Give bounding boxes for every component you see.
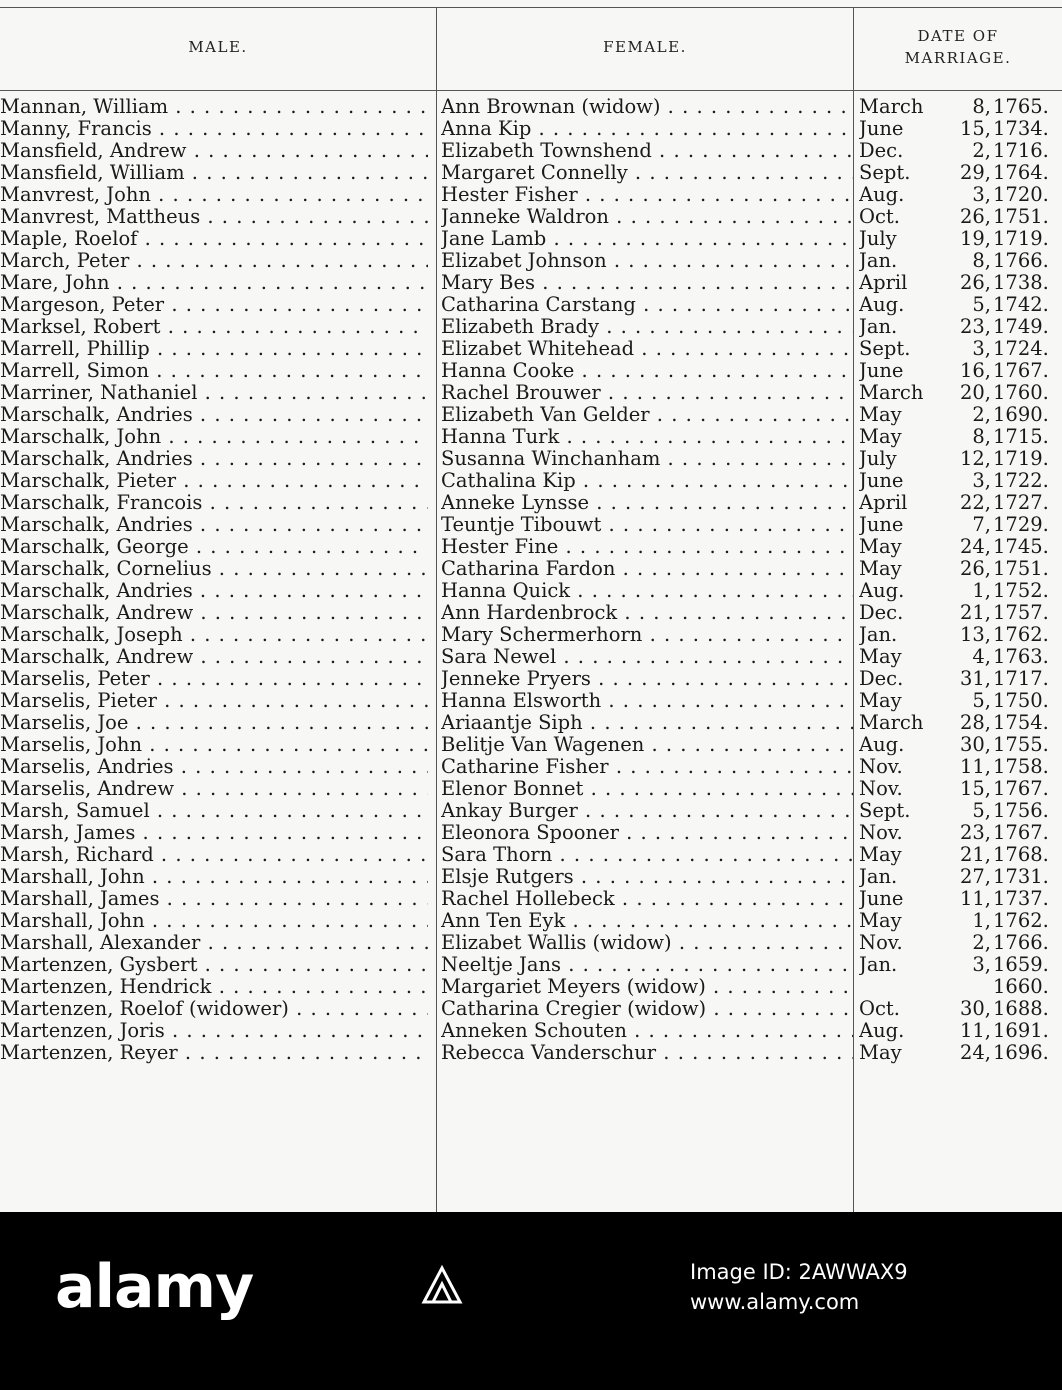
marriage-year: 1688. <box>993 998 1049 1020</box>
table-row <box>0 492 1062 514</box>
marriage-month: May <box>859 536 902 558</box>
marriage-day: 29, <box>959 162 991 184</box>
marriage-year: 1767. <box>993 778 1049 800</box>
male-name: Martenzen, Hendrick . . . <box>0 976 428 998</box>
table-row <box>0 558 1062 580</box>
female-name: Hanna Elsworth . . . <box>441 690 853 712</box>
table-row <box>0 624 1062 646</box>
marriage-year: 1715. <box>993 426 1049 448</box>
marriage-day: 30, <box>959 998 991 1020</box>
male-name: Marselis, Pieter . . . <box>0 690 428 712</box>
marriage-month: May <box>859 910 902 932</box>
female-name: Hanna Cooke . . . <box>441 360 853 382</box>
table-row <box>0 118 1062 140</box>
marriage-day: 5, <box>972 690 991 712</box>
marriage-day: 3, <box>972 338 991 360</box>
header-date-line1: DATE OF <box>917 27 999 45</box>
table-row <box>0 712 1062 734</box>
marriage-month: May <box>859 426 902 448</box>
table-row <box>0 800 1062 822</box>
table-row <box>0 448 1062 470</box>
male-name: Marsh, James . . . <box>0 822 428 844</box>
male-name: Marselis, Andries . . . <box>0 756 428 778</box>
marriage-year: 1691. <box>993 1020 1049 1042</box>
marriage-day: 5, <box>972 800 991 822</box>
marriage-year: 1765. <box>993 96 1049 118</box>
marriage-day: 15, <box>959 118 991 140</box>
marriage-year: 1716. <box>993 140 1049 162</box>
male-name: Marschalk, Andries . . . <box>0 448 428 470</box>
marriage-month <box>859 976 929 998</box>
marriage-year: 1727. <box>993 492 1049 514</box>
marriage-month: June <box>859 360 904 382</box>
female-name: Elsje Rutgers . . . <box>441 866 853 888</box>
marriage-year: 1764. <box>993 162 1049 184</box>
female-name: Ann Ten Eyk . . . <box>441 910 853 932</box>
female-name: Elizabet Johnson . . . <box>441 250 853 272</box>
table-row <box>0 910 1062 932</box>
female-name: Hanna Quick . . . <box>441 580 853 602</box>
marriage-day: 8, <box>972 426 991 448</box>
marriage-year: 1722. <box>993 470 1049 492</box>
marriage-year: 1734. <box>993 118 1049 140</box>
male-name: Marschalk, Cornelius . . . <box>0 558 428 580</box>
marriage-records <box>0 96 1062 1064</box>
male-name: Marselis, Joe . . . <box>0 712 428 734</box>
table-row <box>0 294 1062 316</box>
marriage-year: 1766. <box>993 932 1049 954</box>
marriage-day: 23, <box>959 316 991 338</box>
table-row <box>0 1042 1062 1064</box>
marriage-day: 31, <box>959 668 991 690</box>
male-name: Marschalk, Andries . . . <box>0 404 428 426</box>
marriage-month: March <box>859 712 924 734</box>
marriage-year: 1751. <box>993 206 1049 228</box>
marriage-year: 1659. <box>993 954 1049 976</box>
marriage-year: 1762. <box>993 910 1049 932</box>
marriage-month: June <box>859 470 904 492</box>
marriage-year: 1690. <box>993 404 1049 426</box>
marriage-year: 1696. <box>993 1042 1049 1064</box>
female-name: Hanna Turk . . . <box>441 426 853 448</box>
alamy-logo-icon <box>420 1262 464 1306</box>
marriage-month: Jan. <box>859 624 898 646</box>
marriage-month: Oct. <box>859 998 900 1020</box>
male-name: Manvrest, John . . . <box>0 184 428 206</box>
table-row <box>0 426 1062 448</box>
table-row <box>0 932 1062 954</box>
marriage-day: 15, <box>959 778 991 800</box>
marriage-month: Sept. <box>859 338 911 360</box>
table-row <box>0 668 1062 690</box>
marriage-day: 21, <box>959 844 991 866</box>
female-name: Teuntje Tibouwt . . . <box>441 514 853 536</box>
table-row <box>0 206 1062 228</box>
male-name: Marrell, Phillip . . . <box>0 338 428 360</box>
marriage-month: Sept. <box>859 800 911 822</box>
marriage-year: 1755. <box>993 734 1049 756</box>
marriage-month: Dec. <box>859 140 904 162</box>
table-row <box>0 338 1062 360</box>
header-male: MALE. <box>188 38 248 56</box>
site-url: www.alamy.com <box>690 1290 860 1314</box>
marriage-year: 1729. <box>993 514 1049 536</box>
male-name: Marselis, Peter . . . <box>0 668 428 690</box>
male-name: Marshall, John . . . <box>0 910 428 932</box>
marriage-day: 3, <box>972 954 991 976</box>
marriage-year: 1737. <box>993 888 1049 910</box>
table-row <box>0 360 1062 382</box>
female-name: Sara Newel . . . <box>441 646 853 668</box>
marriage-year: 1768. <box>993 844 1049 866</box>
male-name: Marschalk, Andries . . . <box>0 514 428 536</box>
female-name: Elizabet Whitehead . . . <box>441 338 853 360</box>
male-name: Marselis, Andrew . . . <box>0 778 428 800</box>
male-name: Marschalk, Andrew . . . <box>0 646 428 668</box>
marriage-year: 1717. <box>993 668 1049 690</box>
female-name: Eleonora Spooner . . . <box>441 822 853 844</box>
marriage-year: 1762. <box>993 624 1049 646</box>
marriage-year: 1738. <box>993 272 1049 294</box>
table-row <box>0 646 1062 668</box>
marriage-day: 30, <box>959 734 991 756</box>
marriage-month: Sept. <box>859 162 911 184</box>
marriage-day: 2, <box>972 404 991 426</box>
marriage-day: 3, <box>972 470 991 492</box>
table-row <box>0 998 1062 1020</box>
female-name: Sara Thorn . . . <box>441 844 853 866</box>
female-name: Anna Kip . . . <box>441 118 853 140</box>
female-name: Rachel Hollebeck . . . <box>441 888 853 910</box>
table-row <box>0 470 1062 492</box>
marriage-month: Oct. <box>859 206 900 228</box>
brand-logo: alamy <box>55 1252 254 1322</box>
table-row <box>0 316 1062 338</box>
marriage-month: Aug. <box>859 1020 905 1042</box>
female-name: Mary Schermerhorn . . . <box>441 624 853 646</box>
marriage-day: 11, <box>959 756 991 778</box>
marriage-year: 1749. <box>993 316 1049 338</box>
marriage-year: 1745. <box>993 536 1049 558</box>
female-name: Catharina Carstang . . . <box>441 294 853 316</box>
female-name: Elizabeth Brady . . . <box>441 316 853 338</box>
male-name: Marschalk, Joseph . . . <box>0 624 428 646</box>
female-name: Jenneke Pryers . . . <box>441 668 853 690</box>
marriage-day: 24, <box>959 1042 991 1064</box>
marriage-year: 1766. <box>993 250 1049 272</box>
marriage-day: 12, <box>959 448 991 470</box>
marriage-month: Jan. <box>859 316 898 338</box>
table-row <box>0 822 1062 844</box>
marriage-month: May <box>859 844 902 866</box>
marriage-month: Nov. <box>859 932 903 954</box>
male-name: Marschalk, Andries . . . <box>0 580 428 602</box>
header-rule <box>0 90 1062 91</box>
female-name: Rebecca Vanderschur . . . <box>441 1042 853 1064</box>
marriage-month: Dec. <box>859 668 904 690</box>
female-name: Susanna Winchanham . . . <box>441 448 853 470</box>
marriage-year: 1767. <box>993 360 1049 382</box>
marriage-year: 1719. <box>993 228 1049 250</box>
table-row <box>0 690 1062 712</box>
female-name: Ann Hardenbrock . . . <box>441 602 853 624</box>
marriage-year: 1758. <box>993 756 1049 778</box>
female-name: Margaret Connelly . . . <box>441 162 853 184</box>
male-name: Marschalk, Pieter . . . <box>0 470 428 492</box>
image-id: Image ID: 2AWWAX9 <box>690 1260 908 1284</box>
male-name: Marselis, John . . . <box>0 734 428 756</box>
marriage-day: 26, <box>959 206 991 228</box>
female-name: Ankay Burger . . . <box>441 800 853 822</box>
marriage-month: Nov. <box>859 778 903 800</box>
male-name: Marrell, Simon . . . <box>0 360 428 382</box>
female-name: Catharina Cregier (widow) . . . <box>441 998 853 1020</box>
female-name: Hester Fine . . . <box>441 536 853 558</box>
marriage-year: 1756. <box>993 800 1049 822</box>
marriage-month: June <box>859 118 904 140</box>
marriage-month: Aug. <box>859 734 905 756</box>
male-name: Manvrest, Mattheus . . . <box>0 206 428 228</box>
marriage-year: 1767. <box>993 822 1049 844</box>
marriage-day: 1, <box>972 580 991 602</box>
marriage-day: 26, <box>959 558 991 580</box>
marriage-year: 1724. <box>993 338 1049 360</box>
male-name: Manny, Francis . . . <box>0 118 428 140</box>
marriage-month: May <box>859 1042 902 1064</box>
marriage-day: 3, <box>972 184 991 206</box>
marriage-day: 28, <box>959 712 991 734</box>
male-name: Martenzen, Reyer . . . <box>0 1042 428 1064</box>
female-name: Anneke Lynsse . . . <box>441 492 853 514</box>
female-name: Catharine Fisher . . . <box>441 756 853 778</box>
marriage-day: 23, <box>959 822 991 844</box>
male-name: Marsh, Richard . . . <box>0 844 428 866</box>
marriage-month: Aug. <box>859 294 905 316</box>
table-row <box>0 184 1062 206</box>
marriage-month: May <box>859 690 902 712</box>
marriage-year: 1763. <box>993 646 1049 668</box>
top-rule <box>0 7 1062 8</box>
table-row <box>0 778 1062 800</box>
table-row <box>0 514 1062 536</box>
marriage-day <box>929 976 991 998</box>
marriage-month: May <box>859 404 902 426</box>
marriage-year: 1750. <box>993 690 1049 712</box>
table-row <box>0 976 1062 998</box>
male-name: Marschalk, John . . . <box>0 426 428 448</box>
male-name: Marsh, Samuel . . . <box>0 800 428 822</box>
male-name: Margeson, Peter . . . <box>0 294 428 316</box>
table-row <box>0 140 1062 162</box>
marriage-year: 1757. <box>993 602 1049 624</box>
marriage-month: April <box>859 272 908 294</box>
table-row <box>0 844 1062 866</box>
female-name: Belitje Van Wagenen . . . <box>441 734 853 756</box>
male-name: Marschalk, Andrew . . . <box>0 602 428 624</box>
marriage-month: June <box>859 514 904 536</box>
marriage-day: 2, <box>972 140 991 162</box>
female-name: Elizabet Wallis (widow) . . . <box>441 932 853 954</box>
table-row <box>0 162 1062 184</box>
male-name: Martenzen, Roelof (widower) . . . <box>0 998 428 1020</box>
marriage-month: Jan. <box>859 250 898 272</box>
female-name: Jane Lamb . . . <box>441 228 853 250</box>
male-name: Mansfield, Andrew . . . <box>0 140 428 162</box>
marriage-month: Dec. <box>859 602 904 624</box>
marriage-month: Aug. <box>859 184 905 206</box>
marriage-day: 26, <box>959 272 991 294</box>
table-row <box>0 756 1062 778</box>
female-name: Elizabeth Van Gelder . . . <box>441 404 853 426</box>
header-date-line2: MARRIAGE. <box>904 49 1012 67</box>
female-name: Ariaantje Siph . . . <box>441 712 853 734</box>
marriage-month: Jan. <box>859 954 898 976</box>
marriage-day: 24, <box>959 536 991 558</box>
male-name: Marschalk, George . . . <box>0 536 428 558</box>
female-name: Rachel Brouwer . . . <box>441 382 853 404</box>
marriage-month: Aug. <box>859 580 905 602</box>
marriage-day: 8, <box>972 250 991 272</box>
male-name: March, Peter . . . <box>0 250 428 272</box>
marriage-day: 8, <box>972 96 991 118</box>
marriage-day: 27, <box>959 866 991 888</box>
table-row <box>0 250 1062 272</box>
marriage-day: 4, <box>972 646 991 668</box>
table-row <box>0 602 1062 624</box>
marriage-day: 11, <box>959 888 991 910</box>
marriage-day: 1, <box>972 910 991 932</box>
header-female: FEMALE. <box>603 38 687 56</box>
male-name: Marriner, Nathaniel . . . <box>0 382 428 404</box>
marriage-month: May <box>859 558 902 580</box>
female-name: Catharina Fardon . . . <box>441 558 853 580</box>
marriage-day: 20, <box>959 382 991 404</box>
marriage-day: 5, <box>972 294 991 316</box>
table-row <box>0 382 1062 404</box>
table-row <box>0 954 1062 976</box>
table-row <box>0 888 1062 910</box>
marriage-day: 11, <box>959 1020 991 1042</box>
female-name: Elenor Bonnet . . . <box>441 778 853 800</box>
marriage-month: April <box>859 492 908 514</box>
marriage-year: 1751. <box>993 558 1049 580</box>
female-name: Ann Brownan (widow) . . . <box>441 96 853 118</box>
marriage-month: Nov. <box>859 756 903 778</box>
marriage-month: June <box>859 888 904 910</box>
male-name: Maple, Roelof . . . <box>0 228 428 250</box>
marriage-year: 1720. <box>993 184 1049 206</box>
female-name: Mary Bes . . . <box>441 272 853 294</box>
male-name: Marschalk, Francois . . . <box>0 492 428 514</box>
marriage-day: 21, <box>959 602 991 624</box>
female-name: Margariet Meyers (widow) . . . <box>441 976 853 998</box>
marriage-month: July <box>859 228 897 250</box>
male-name: Mare, John . . . <box>0 272 428 294</box>
marriage-month: Jan. <box>859 866 898 888</box>
female-name: Cathalina Kip . . . <box>441 470 853 492</box>
female-name: Anneken Schouten . . . <box>441 1020 853 1042</box>
marriage-year: 1742. <box>993 294 1049 316</box>
marriage-year: 1660. <box>993 976 1049 998</box>
marriage-year: 1719. <box>993 448 1049 470</box>
female-name: Hester Fisher . . . <box>441 184 853 206</box>
male-name: Marshall, John . . . <box>0 866 428 888</box>
female-name: Neeltje Jans . . . <box>441 954 853 976</box>
table-row <box>0 228 1062 250</box>
table-row <box>0 96 1062 118</box>
marriage-month: March <box>859 96 924 118</box>
marriage-day: 7, <box>972 514 991 536</box>
marriage-month: March <box>859 382 924 404</box>
male-name: Mannan, William . . . <box>0 96 428 118</box>
female-name: Elizabeth Townshend . . . <box>441 140 853 162</box>
table-row <box>0 404 1062 426</box>
marriage-day: 16, <box>959 360 991 382</box>
table-row <box>0 580 1062 602</box>
table-row <box>0 536 1062 558</box>
marriage-month: Nov. <box>859 822 903 844</box>
marriage-year: 1752. <box>993 580 1049 602</box>
marriage-day: 2, <box>972 932 991 954</box>
male-name: Marksel, Robert . . . <box>0 316 428 338</box>
male-name: Marshall, James . . . <box>0 888 428 910</box>
marriage-day: 19, <box>959 228 991 250</box>
marriage-year: 1754. <box>993 712 1049 734</box>
table-row <box>0 734 1062 756</box>
table-row <box>0 1020 1062 1042</box>
female-name: Janneke Waldron . . . <box>441 206 853 228</box>
marriage-day: 22, <box>959 492 991 514</box>
male-name: Martenzen, Gysbert . . . <box>0 954 428 976</box>
male-name: Marshall, Alexander . . . <box>0 932 428 954</box>
male-name: Mansfield, William . . . <box>0 162 428 184</box>
table-row <box>0 272 1062 294</box>
marriage-day: 13, <box>959 624 991 646</box>
male-name: Martenzen, Joris . . . <box>0 1020 428 1042</box>
marriage-month: July <box>859 448 897 470</box>
marriage-month: May <box>859 646 902 668</box>
marriage-year: 1731. <box>993 866 1049 888</box>
marriage-year: 1760. <box>993 382 1049 404</box>
table-row <box>0 866 1062 888</box>
